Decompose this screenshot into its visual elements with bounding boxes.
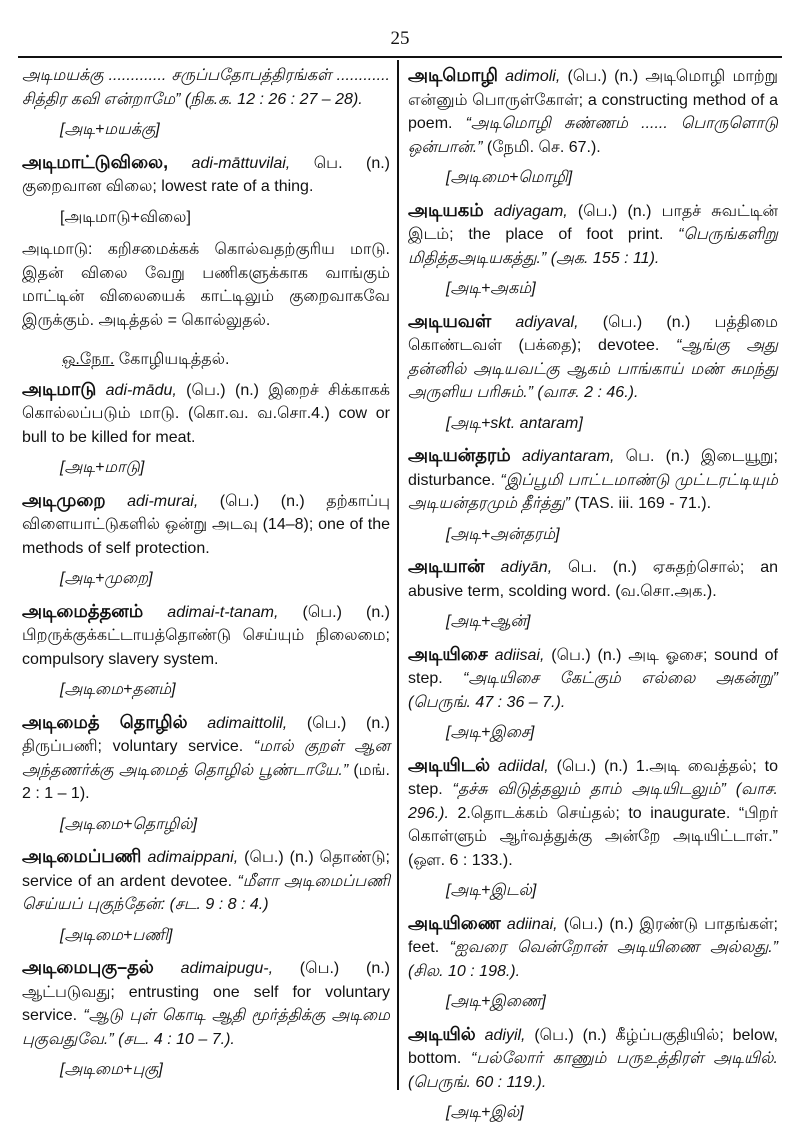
entry-body — [408, 555, 778, 603]
entry-quotation: “இப்பூமி பாட்டமாண்டு முட்டரட்டியும் அடியன்தரமும் தீர்த்து” — [408, 471, 778, 512]
entry-transliteration: adi-mādu, — [105, 381, 177, 399]
entry-citation: (நேமி. செ. 67.). — [482, 138, 601, 156]
etymology: [அடிமாடு+விலை] — [60, 208, 191, 226]
entry-headword: அடிமுறை — [22, 489, 106, 510]
etymology: [அடி+இசை] — [446, 724, 535, 741]
left-column — [22, 64, 390, 1091]
entry-definition: (பெ.) (n.) பாதச் சுவட்டின் இடம்; the place of foot print. — [408, 202, 778, 243]
entry-definition: (பெ.) (n.) பிறருக்குக்கட்டாயத்தொண்டு செய்யும் நிலைமை; compulsory slavery system. — [22, 603, 390, 668]
entry-headword: அடியன்தரம் — [408, 445, 511, 465]
entry-headword: அடிமாட்டுவிலை, — [22, 151, 169, 172]
etymology: [அடி+இல்] — [446, 1104, 524, 1121]
entry-body — [408, 199, 778, 271]
entry-headword: அடியிசை — [408, 643, 488, 664]
entry-quotation: “பல்லோர் காணும் பருஉத்திரள் அடியில். (பெருங். 60 : 119.). — [408, 1050, 778, 1091]
entry-definition: (பெ.) (n.) அடிமொழி மாற்று என்னும் பொருள்கோள்; a constructing method of a poem. — [408, 68, 778, 132]
entry-transliteration: adiisai, — [494, 646, 545, 664]
entry-quotation: “மால் குறள் ஆன அந்தணர்க்கு அடிமைத் தொழில் பூண்டாயே.” — [22, 738, 391, 779]
entry-body — [408, 444, 778, 516]
etymology: [அடிமை+புகு] — [60, 1061, 163, 1078]
entry-definition: பெ. (n.) குறைவான விலை; lowest rate of a thing. — [22, 154, 390, 195]
entry-transliteration: adimai-t-tanam, — [167, 603, 279, 621]
entry-definition: (பெ.) (n.) கீழ்ப்பகுதியில்; below, bottom. — [408, 1026, 778, 1067]
dictionary-entry — [408, 1023, 778, 1095]
etymology: [அடிமை+தனம்] — [60, 681, 176, 698]
dictionary-entry — [408, 555, 778, 603]
etymology: [அடி+மாடு] — [60, 459, 145, 476]
entry-transliteration: adimoli, — [505, 68, 561, 85]
etymology: [அடிமை+பணி] — [60, 926, 173, 944]
entry-definition: பெ. (n.) இடையூறு; disturbance. — [408, 448, 778, 489]
entry-transliteration: adiinai, — [506, 915, 558, 933]
entry-body — [408, 912, 778, 984]
entry-quotation: “அடிமொழி சுண்ணம் ...... பொருளொடு ஒன்பான்.” — [408, 115, 778, 156]
entry-transliteration: adiyagam, — [493, 202, 568, 220]
entry-definition: (பெ.) (n.) திருப்பணி; voluntary service. — [22, 714, 390, 755]
etymology: [அடி+மயக்கு] — [60, 121, 160, 138]
entry-headword: அடியான் — [408, 556, 485, 576]
explanatory-note: அடிமாடு: கறிசமைக்கக் கொல்வதற்குரிய மாடு. இதன் விலை வேறு பணிகளுக்காக வாங்கும் மாட்டின் விலையைக் காட்டிலும் குறைவாகவே இருக்கும். அடித்தல் = கொல்லுதல். — [22, 241, 390, 329]
etymology: [அடி+ஆன்] — [446, 613, 531, 630]
etymology: [அடி+skt. antaram] — [446, 414, 583, 432]
dictionary-entry — [408, 643, 778, 715]
entry-definition: (பெ.) (n.) இறைச் சிக்காகக் கொல்லப்படும் மாடு. (கொ.வ. வ.சொ.4.) cow or bull to be killed for meat. — [22, 381, 390, 446]
dictionary-entry — [408, 444, 778, 516]
etymology: [அடி+இணை] — [446, 993, 546, 1010]
entry-definition: பெ. (n.) ஏசுதற்சொல்; an abusive term, scolding word. (வ.சொ.அக.). — [408, 559, 778, 600]
entry-transliteration: adimaipugu-, — [180, 960, 274, 977]
continued-text — [22, 64, 390, 111]
dictionary-entry — [22, 711, 390, 806]
dictionary-entry — [408, 912, 778, 984]
entry-transliteration: adimaittolil, — [207, 714, 288, 732]
right-column — [408, 64, 778, 1134]
entry-headword: அடிமைத் தொழில் — [22, 711, 188, 732]
dictionary-entry — [22, 489, 390, 561]
see-also-text: கோழியடித்தல். — [114, 351, 230, 368]
entry-body — [408, 643, 778, 715]
entry-quotation: “ஆடு புள் கொடி ஆதி மூர்த்திக்கு அடிமை புகுவதுவே.” (சட. 4 : 10 – 7.). — [22, 1007, 390, 1048]
entry-headword: அடிமாடு — [22, 378, 97, 399]
entry-transliteration: adiyān, — [500, 559, 553, 576]
entry-body — [408, 754, 778, 873]
entry-body — [408, 1023, 778, 1095]
dictionary-entry — [408, 64, 778, 159]
entry-transliteration: adiidal, — [498, 757, 549, 775]
entry-body — [22, 489, 390, 561]
etymology: [அடிமை+தொழில்] — [60, 815, 198, 833]
entry-quotation: “தச்சு விடுத்தலும் தாம் அடியிடலும்” (வாச. 296.). — [408, 781, 778, 822]
dictionary-entry — [22, 600, 390, 672]
entry-headword: அடிமைத்தனம் — [22, 600, 144, 621]
entry-headword: அடிமைப்பணி — [22, 846, 142, 866]
see-also — [22, 348, 390, 372]
entry-headword: அடியிணை — [408, 912, 501, 933]
entry-transliteration: adimaippani, — [147, 849, 239, 866]
entry-headword: அடியில் — [408, 1023, 476, 1044]
entry-definition: (பெ.) (n.) ஆட்படுவது; entrusting one self for voluntary service. — [22, 960, 390, 1024]
dictionary-entry — [22, 845, 390, 917]
column-divider — [397, 60, 399, 1090]
etymology: [அடிமை+மொழி] — [446, 169, 573, 186]
entry-definition: (பெ.) (n.) அடி ஓசை; sound of step. — [408, 646, 779, 687]
entry-body — [22, 711, 390, 806]
etymology: [அடி+இடல்] — [446, 882, 537, 899]
entry-quotation: “பெருங்களிறு மிதித்தஅடியகத்து.” (அக. 155 : 11). — [408, 226, 778, 267]
entry-quotation: “ஐவரை வென்றோன் அடியிணை அல்லது.” (சில. 10 : 198.). — [408, 939, 779, 980]
header-rule — [18, 56, 782, 58]
entry-body — [22, 956, 390, 1051]
dictionary-entry — [408, 199, 778, 271]
entry-definition: (பெ.) (n.) தொண்டு; service of an ardent devotee. — [22, 849, 390, 890]
dictionary-entry — [408, 754, 778, 873]
dictionary-entry — [22, 151, 390, 199]
entry-body — [408, 310, 778, 405]
entry-body — [22, 600, 390, 672]
entry-headword: அடியகம் — [408, 199, 484, 220]
entry-citation: 2.தொடக்கம் செய்தல்; to inaugurate. “பிறர் கொள்ளும் ஆர்வத்துக்கு அன்றே அடியிட்டாள்.” (ஔ. 6 : 133.). — [408, 804, 778, 869]
entry-quotation: “அடியிசை கேட்கும் எல்லை அகன்று” (பெருங். 47 : 36 – 7.). — [408, 670, 778, 711]
dictionary-entry — [408, 310, 778, 405]
entry-headword: அடிமைபுகு–தல் — [22, 957, 154, 977]
etymology: [அடி+முறை] — [60, 570, 153, 587]
entry-body — [408, 64, 778, 159]
entry-body — [22, 151, 390, 199]
entry-citation: (TAS. iii. 169 - 71.). — [569, 495, 712, 512]
dictionary-entry — [22, 956, 390, 1051]
entry-headword: அடியவள் — [408, 310, 492, 331]
etymology: [அடி+அன்தரம்] — [446, 525, 560, 543]
continued-quote: அடிமயக்கு ............. சருப்பதோபத்திரங்கள் ............ சித்திர கவி என்றாமே” (நிக.க. 12 : 26 : 27 – 28). — [22, 67, 390, 108]
entry-definition: (பெ.) (n.) இரண்டு பாதங்கள்; feet. — [408, 915, 779, 956]
entry-body — [22, 378, 390, 450]
dictionary-entry — [22, 378, 390, 450]
entry-transliteration: adiyantaram, — [521, 448, 615, 465]
entry-body — [22, 845, 390, 917]
entry-quotation: “ஆங்கு அது தன்னில் அடியவட்கு ஆகம் பாங்காய் மண் சுமந்து அருளிய பரிசும்.” (வாச. 2 : 46.). — [408, 337, 778, 401]
entry-transliteration: adiyil, — [484, 1026, 526, 1044]
entry-definition: (பெ.) (n.) தற்காப்பு விளையாட்டுகளில் ஒன்று அடவு (14–8); one of the methods of self protection. — [22, 492, 390, 557]
entry-quotation: “மீளா அடிமைப்பணி செய்யப் புகுந்தேன்: (சட. 9 : 8 : 4.) — [22, 872, 390, 913]
see-also-label: ஒ.நோ. — [62, 351, 115, 368]
entry-transliteration: adi-murai, — [127, 492, 199, 510]
entry-citation: (மங். 2 : 1 – 1). — [22, 761, 391, 802]
entry-definition: (பெ.) (n.) 1.அடி வைத்தல்; to step. — [408, 757, 778, 798]
etymology: [அடி+அகம்] — [446, 280, 536, 297]
entry-headword: அடியிடல் — [408, 754, 491, 775]
entry-definition: (பெ.) (n.) பத்திமை கொண்டவள் (பக்தை); devotee. — [408, 313, 778, 354]
entry-headword: அடிமொழி — [408, 65, 498, 85]
entry-transliteration: adiyaval, — [515, 313, 579, 331]
page-number: 25 — [390, 28, 410, 49]
entry-transliteration: adi-māttuvilai, — [191, 154, 291, 172]
